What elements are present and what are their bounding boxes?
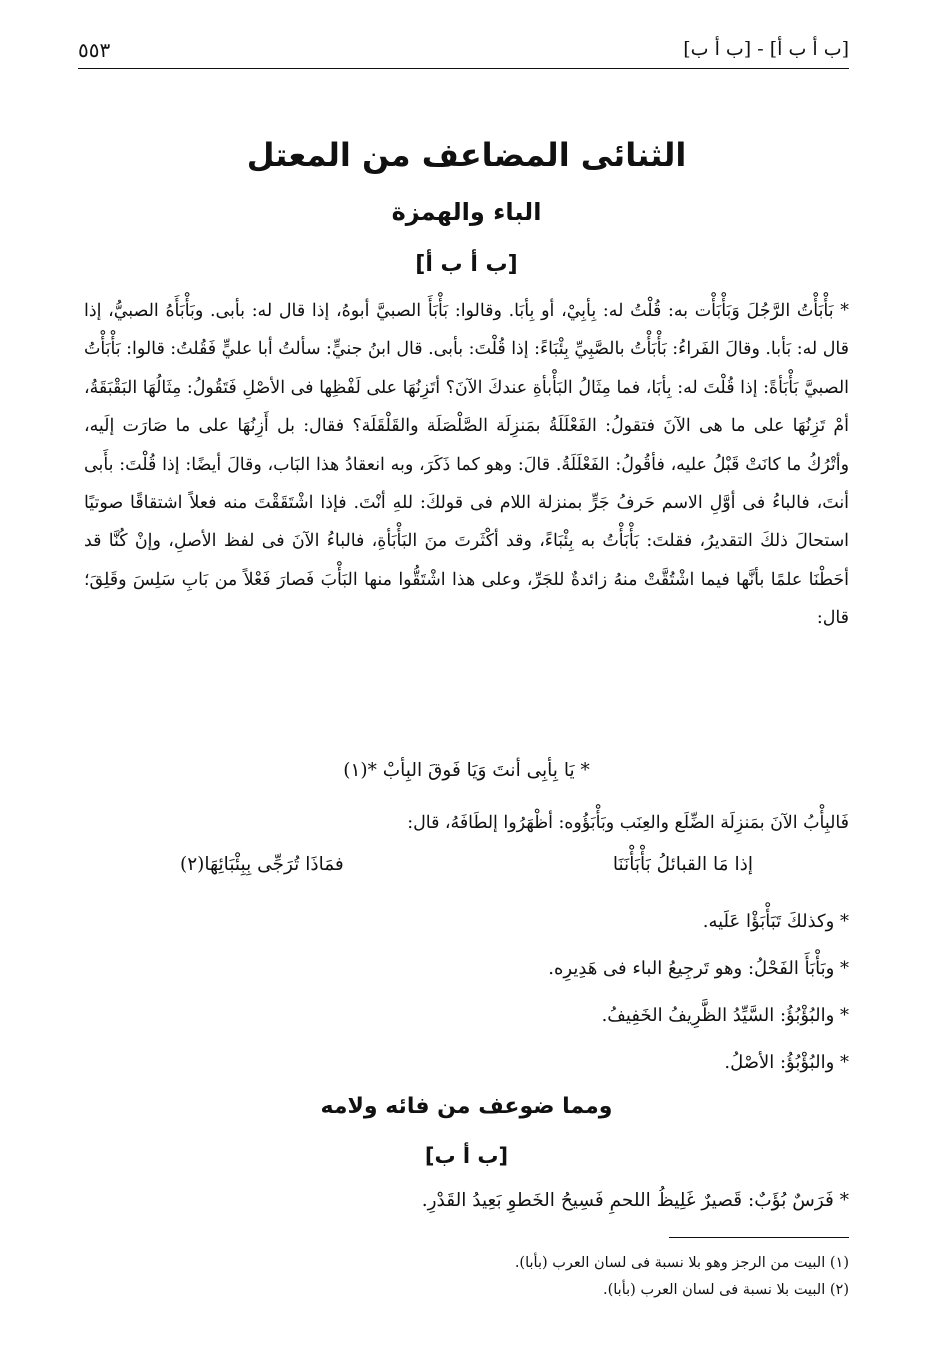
- list-item: * والبُؤْبُؤُ: السَّيِّدُ الظَّرِيفُ الخَفِيفُ.: [601, 1005, 849, 1026]
- entry-list: [84, 898, 849, 1086]
- after-verse-text: فَالبِأْبُ الآنَ بمَنزِلَة الضِّلَع والعِنَب وبَأْبَؤُوه: أظْهَرُوا إلطَافَهُ، قال:: [407, 813, 849, 833]
- header-rule: [78, 68, 849, 69]
- footnote-2: (٢) البيت بلا نسبة فى لسان العرب (بأبا).: [603, 1282, 849, 1298]
- last-entry: * فَرَسٌ بُؤَبٌ: قَصيرٌ غَلِيظُ اللحمِ فَسِيحُ الخَطوِ بَعِيدُ القَدْرِ.: [421, 1190, 849, 1211]
- chapter-title: الثنائى المضاعف من المعتل: [246, 136, 687, 174]
- section-title-2: ومما ضوعف من فائه ولامه: [320, 1094, 613, 1119]
- page-number: ٥٥٣: [78, 38, 111, 62]
- footnote-1: (١) البيت من الرجز وهو بلا نسبة فى لسان العرب (بأبا).: [514, 1255, 849, 1271]
- list-item: * والبُؤْبُؤُ: الأصْلُ.: [724, 1052, 849, 1073]
- verse-line: * يَا بِأبِى أنتَ وَيَا فَوقَ البِأبْ *(١): [343, 760, 590, 781]
- poetry-couplet: [180, 854, 753, 890]
- hemistich-first: إذا مَا القبائلُ بَأْبَأْنَنَا: [612, 854, 753, 875]
- section-title: الباء والهمزة: [391, 198, 542, 226]
- running-header: [78, 34, 849, 68]
- root-heading: [ب أ ب أ]: [415, 252, 518, 277]
- list-item: * وبَأْبَأَ الفَحْلُ: وهو تَرجِيعُ الباء فى هَدِيرِه.: [548, 958, 849, 979]
- list-item: * وكذلكَ تَبَأْبَؤْا عَلَيه.: [702, 911, 849, 932]
- running-title: [ب أ ب أ] - [ب أ ب]: [683, 38, 849, 60]
- main-paragraph: * بَأْبَأْتُ الرَّجُلَ وَبَأْبَأْت به: قُلْتُ له: بِأبِيْ، أو بِأبَا. وقالوا: بَأْبَأَ الصبيَّ أبوهُ، إذا قال له: بأبى. وبَأْبَأَهُ الصبيُّ، إذا قال له: بَأبا. وقالَ الفَراءُ: بَأْبَأْتُ بالصَّبِيِّ بِئْبَاءً: إذا قُلْتَ: بأبى. قال ابنُ جنيٍّ: سألتُ أبا عليٍّ فَقُلتُ: قالوا: بَأْبَأْتُ الصبيَّ بَأْبَأةً: إذا قُلْتَ له: بِأبَا، فما مِثَالُ البَأْبأةِ عندكَ الآنَ؟ أتَزِنُهَا على لَفْظِها فى الأصْلِ فَتَقُولُ: مِثَالُهَا البَقْبَقَةُ، أمْ تَزِنُهَا على ما هى الآنَ فتقولُ: الفَعْلَلَةُ بمَنزِلَة الصَّلْصَلَة والقَلْقَلَة؟ فقال: بل أَزِنُهَا على ما صَارَت إلَيه، وأتْرُكُ ما كانَتْ قَبْلُ عليه، فأقُولُ: الفَعْلَلَةُ. قالَ: وهو كما ذَكَرَ، وبه انعقادُ هذا البَاب، وقالَ أيضًا: إذا قُلْتَ: بأَبى أنتَ، فالباءُ فى أوَّلِ الاسم حَرفُ جَرٍّ بمنزلة اللام فى قولكَ: للهِ أنْتَ. فإذا اشْتَقَقْتَ منه فعلاً اشتقاقًا صوتيًا استحالَ ذلكَ التقديرُ، فقلتَ: بَأْبَأْتُ به بِئْبَاءً، وقد أكْثَرتَ منَ البَأْبَأةِ، فالباءُ الآنَ فى لفظ الأصلِ، وإنْ كُنَّا قد أحَطْنَا علمًا بأنَّها فيما اشْتُقَّتْ منهُ زائدةٌ للجَرِّ، وعلى هذا اشْتَقُّوا منها البَأْبَ فَصارَ فَعْلاً من بَابِ سَلِسَ وقَلِقَ؛ قال:: [84, 301, 849, 629]
- main-paragraph-block: [84, 292, 849, 638]
- hemistich-second: فمَاذَا تُرَجِّى بِبِئْبَائِهَا(٢): [180, 854, 344, 875]
- root-heading-2: [ب أ ب]: [424, 1144, 509, 1168]
- footnotes: [84, 1250, 849, 1304]
- footnote-rule: [669, 1237, 849, 1238]
